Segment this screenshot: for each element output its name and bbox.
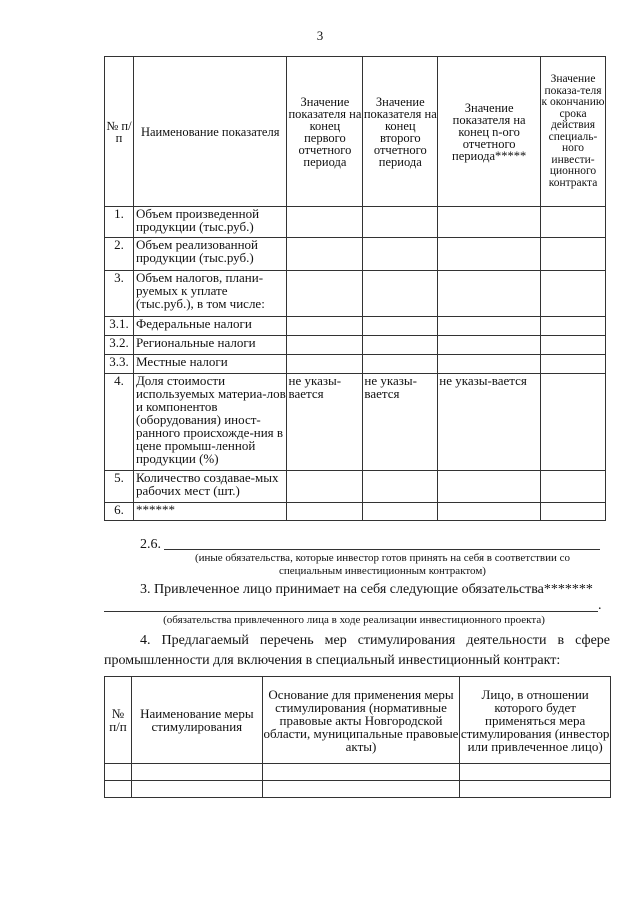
row-name: Местные налоги — [133, 355, 287, 374]
row-value — [287, 238, 363, 271]
indicators-table — [104, 56, 606, 521]
row-value — [438, 355, 541, 374]
row-value — [541, 355, 606, 374]
header-cell-period2: Значение показателя на конец второго отчетного периода — [363, 57, 438, 207]
row-value — [541, 374, 606, 471]
row-value — [438, 471, 541, 503]
row-cell — [105, 781, 132, 798]
table-row — [105, 238, 606, 271]
row-cell — [105, 764, 132, 781]
table-row — [105, 781, 611, 798]
table-row — [105, 471, 606, 503]
row-name: ****** — [133, 503, 287, 521]
item-3-caption: (обязательства привлеченного лица в ходе реализации инвестиционного проекта) — [163, 614, 545, 626]
row-value — [541, 336, 606, 355]
row-number: 3.2. — [105, 336, 134, 355]
row-name: Федеральные налоги — [133, 317, 287, 336]
indicators-table-header — [105, 57, 606, 207]
row-value — [287, 336, 363, 355]
row-cell — [460, 764, 611, 781]
item-3-blank-line — [104, 611, 598, 612]
table-row — [105, 317, 606, 336]
row-value — [363, 471, 438, 503]
row-number: 6. — [105, 503, 134, 521]
table-row — [105, 374, 606, 471]
row-name: Объем реализованной продукции (тыс.руб.) — [133, 238, 287, 271]
row-value — [287, 503, 363, 521]
item-2-6-label: 2.6. — [140, 537, 161, 552]
row-number: 1. — [105, 207, 134, 238]
row-value — [363, 238, 438, 271]
row-number: 4. — [105, 374, 134, 471]
row-number: 2. — [105, 238, 134, 271]
item-3-end-dot: . — [598, 598, 602, 613]
table-row — [105, 355, 606, 374]
header-cell-period1: Значение показателя на конец первого отчетного периода — [287, 57, 363, 207]
row-cell — [460, 781, 611, 798]
row-value — [438, 503, 541, 521]
header-cell-contract-end: Значение показа-теля к окончанию срока действия специаль-ного инвести-ционного контракта — [541, 57, 606, 207]
item-4-line1: 4. Предлагаемый перечень мер стимулирования деятельности в сфере — [140, 633, 610, 648]
row-number: 3.1. — [105, 317, 134, 336]
table-row — [105, 503, 606, 521]
row-value — [438, 271, 541, 317]
page-number: 3 — [316, 28, 324, 43]
header-cell-periodn: Значение показателя на конец n-ого отчетного периода***** — [438, 57, 541, 207]
header-cell-basis: Основание для применения меры стимулирования (нормативные правовые акты Новгородской области, муниципальные правовые акты) — [262, 677, 460, 764]
row-value — [363, 207, 438, 238]
header-cell-name: Наименование показателя — [133, 57, 287, 207]
row-number: 5. — [105, 471, 134, 503]
header-cell-num: № п/п — [105, 57, 134, 207]
row-value — [287, 317, 363, 336]
row-value — [287, 271, 363, 317]
table-row — [105, 271, 606, 317]
row-name: Объем налогов, плани-руемых к уплате (тыс.руб.), в том числе: — [133, 271, 287, 317]
row-value — [541, 271, 606, 317]
row-name: Доля стоимости используемых материа-лов и компонентов (оборудования) иност-ранного происхожде-ния в цене промыш-ленной продукции (%) — [133, 374, 287, 471]
row-cell — [262, 764, 460, 781]
item-2-6-caption: (иные обязательства, которые инвестор готов принять на себя в соответствии со специальным инвестиционным контрактом) — [194, 552, 571, 577]
row-value — [438, 238, 541, 271]
row-value — [541, 503, 606, 521]
row-value — [438, 317, 541, 336]
row-value — [287, 207, 363, 238]
row-cell — [131, 781, 262, 798]
row-name: Региональные налоги — [133, 336, 287, 355]
row-value — [363, 503, 438, 521]
row-value — [541, 471, 606, 503]
header-cell-num: № п/п — [105, 677, 132, 764]
row-value — [363, 355, 438, 374]
row-number: 3.3. — [105, 355, 134, 374]
table-row — [105, 336, 606, 355]
row-name: Количество создавае-мых рабочих мест (шт.) — [133, 471, 287, 503]
header-cell-applicant: Лицо, в отношении которого будет применяться мера стимулирования (инвестор или привлеченное лицо) — [460, 677, 611, 764]
row-value — [541, 207, 606, 238]
row-value — [363, 336, 438, 355]
row-value — [287, 355, 363, 374]
table-row — [105, 207, 606, 238]
row-value — [438, 336, 541, 355]
header-cell-measure-name: Наименование меры стимулирования — [131, 677, 262, 764]
row-value — [363, 271, 438, 317]
row-value — [541, 238, 606, 271]
row-value: не указы-вается — [438, 374, 541, 471]
stimulus-table-header — [105, 677, 611, 764]
row-value — [287, 471, 363, 503]
row-cell — [131, 764, 262, 781]
row-name: Объем произведенной продукции (тыс.руб.) — [133, 207, 287, 238]
row-cell — [262, 781, 460, 798]
row-value — [363, 317, 438, 336]
stimulus-measures-table — [104, 676, 611, 798]
row-number: 3. — [105, 271, 134, 317]
row-value: не указы-вается — [287, 374, 363, 471]
table-row — [105, 764, 611, 781]
row-value — [438, 207, 541, 238]
row-value — [541, 317, 606, 336]
row-value: не указы-вается — [363, 374, 438, 471]
item-3-text: 3. Привлеченное лицо принимает на себя следующие обязательства******* — [140, 582, 593, 597]
item-4-line2: промышленности для включения в специальный инвестиционный контракт: — [104, 653, 561, 668]
item-2-6-blank-line — [164, 549, 600, 550]
